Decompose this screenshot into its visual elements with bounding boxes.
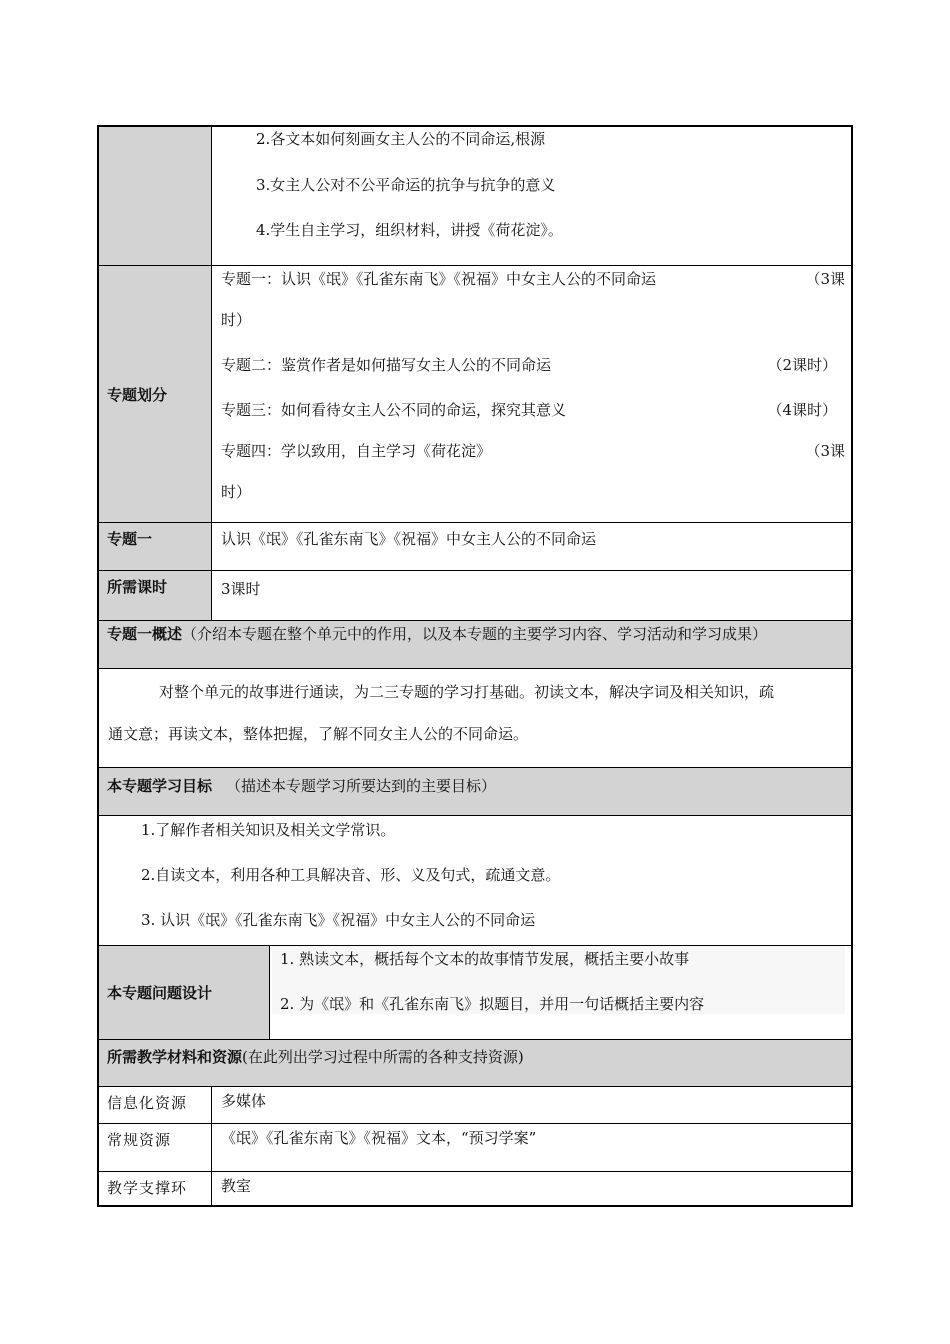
row-hours: [99, 571, 851, 621]
topic-1-text: 专题一：认识《氓》《孔雀东南飞》《祝福》中女主人公的不同命运: [221, 270, 657, 288]
hours-label: 所需课时: [99, 571, 212, 620]
question-item: 2. 为《氓》和《孔雀东南飞》拟题目，并用一句话概括主要内容: [280, 995, 705, 1013]
topic-one-label: 专题一: [99, 523, 212, 570]
resource-value: 《氓》《孔雀东南飞》《祝福》文本，“预习学案”: [221, 1129, 537, 1147]
topic-2-hours: （2课时）: [767, 356, 837, 374]
lesson-plan-table: [97, 125, 853, 1207]
resource-value: 多媒体: [221, 1092, 267, 1110]
row-resource-regular: [99, 1124, 851, 1172]
resource-cell: [212, 1124, 851, 1171]
overview-line-2: 通文意；再读文本，整体把握，了解不同女主人公的不同命运。: [108, 725, 529, 743]
row-topic-one: [99, 523, 851, 571]
goals-label: 本专题学习目标: [107, 777, 213, 795]
row-resource-info: [99, 1087, 851, 1124]
topic-one-cell: [212, 523, 851, 570]
resources-header: [107, 1047, 524, 1067]
overview-label: 专题一概述: [107, 625, 183, 643]
topic-1-hours: （3课: [805, 270, 845, 288]
row-overview-body: [99, 669, 851, 768]
topic-4-text: 专题四：学以致用，自主学习《荷花淀》: [221, 442, 492, 460]
row-goals-header: [99, 768, 851, 816]
resource-label: 教学支撑环: [99, 1172, 212, 1207]
overview-header: [107, 624, 767, 644]
resource-value: 教室: [221, 1177, 252, 1195]
row-goals-body: [99, 816, 851, 946]
resource-cell: [212, 1087, 851, 1123]
goal-item: 3. 认识《氓》《孔雀东南飞》《祝福》中女主人公的不同命运: [141, 911, 536, 929]
row-resources-header: [99, 1040, 851, 1087]
row-overview-header: [99, 621, 851, 669]
resource-label: 信息化资源: [99, 1087, 212, 1123]
resource-cell: [212, 1172, 851, 1207]
intro-item: 2.各文本如何刻画女主人公的不同命运,根源: [256, 130, 546, 148]
row-resource-support: [99, 1172, 851, 1207]
topic-2-text: 专题二：鉴赏作者是如何描写女主人公的不同命运: [221, 356, 552, 374]
intro-item: 3.女主人公对不公平命运的抗争与抗争的意义: [256, 176, 556, 194]
topic-4-hours-wrap: 时）: [221, 483, 252, 501]
question-item: 1. 熟读文本，概括每个文本的故事情节发展，概括主要小故事: [280, 950, 690, 968]
goal-item: 2.自读文本，利用各种工具解决音、形、义及句式，疏通文意。: [141, 866, 561, 884]
topic-1-hours-wrap: 时）: [221, 311, 252, 329]
resources-label: 所需教学材料和资源: [107, 1048, 243, 1066]
topic-division-label: 专题划分: [99, 266, 212, 522]
intro-item: 4.学生自主学习，组织材料，讲授《荷花淀》。: [256, 221, 563, 239]
topic-one-value: 认识《氓》《孔雀东南飞》《祝福》中女主人公的不同命运: [221, 530, 597, 548]
question-design-cell: [270, 946, 851, 1039]
goals-note: （描述本专题学习所要达到的主要目标）: [226, 777, 497, 795]
topic-division-cell: [212, 266, 851, 522]
topic-4-hours: （3课: [805, 442, 845, 460]
row-intro-items: [99, 127, 851, 266]
row-question-design: [99, 946, 851, 1040]
hours-cell: [212, 571, 851, 620]
overview-line-1: 对整个单元的故事进行通读，为二三专题的学习打基础。初读文本，解决字词及相关知识，疏: [159, 683, 775, 701]
topic-3-hours: （4课时）: [767, 401, 837, 419]
question-design-label: 本专题问题设计: [99, 946, 270, 1039]
resource-label: 常规资源: [99, 1124, 212, 1171]
hours-value: 3课时: [221, 580, 261, 598]
intro-items-cell: [212, 127, 851, 265]
goals-header: [107, 776, 496, 796]
goal-item: 1.了解作者相关知识及相关文学常识。: [141, 821, 396, 839]
overview-note: （介绍本专题在整个单元中的作用，以及本专题的主要学习内容、学习活动和学习成果）: [182, 625, 768, 643]
intro-label-cell: [99, 127, 212, 265]
row-topic-division: [99, 266, 851, 523]
resources-note: (在此列出学习过程中所需的各种支持资源): [242, 1048, 524, 1066]
topic-3-text: 专题三：如何看待女主人公不同的命运，探究其意义: [221, 401, 567, 419]
